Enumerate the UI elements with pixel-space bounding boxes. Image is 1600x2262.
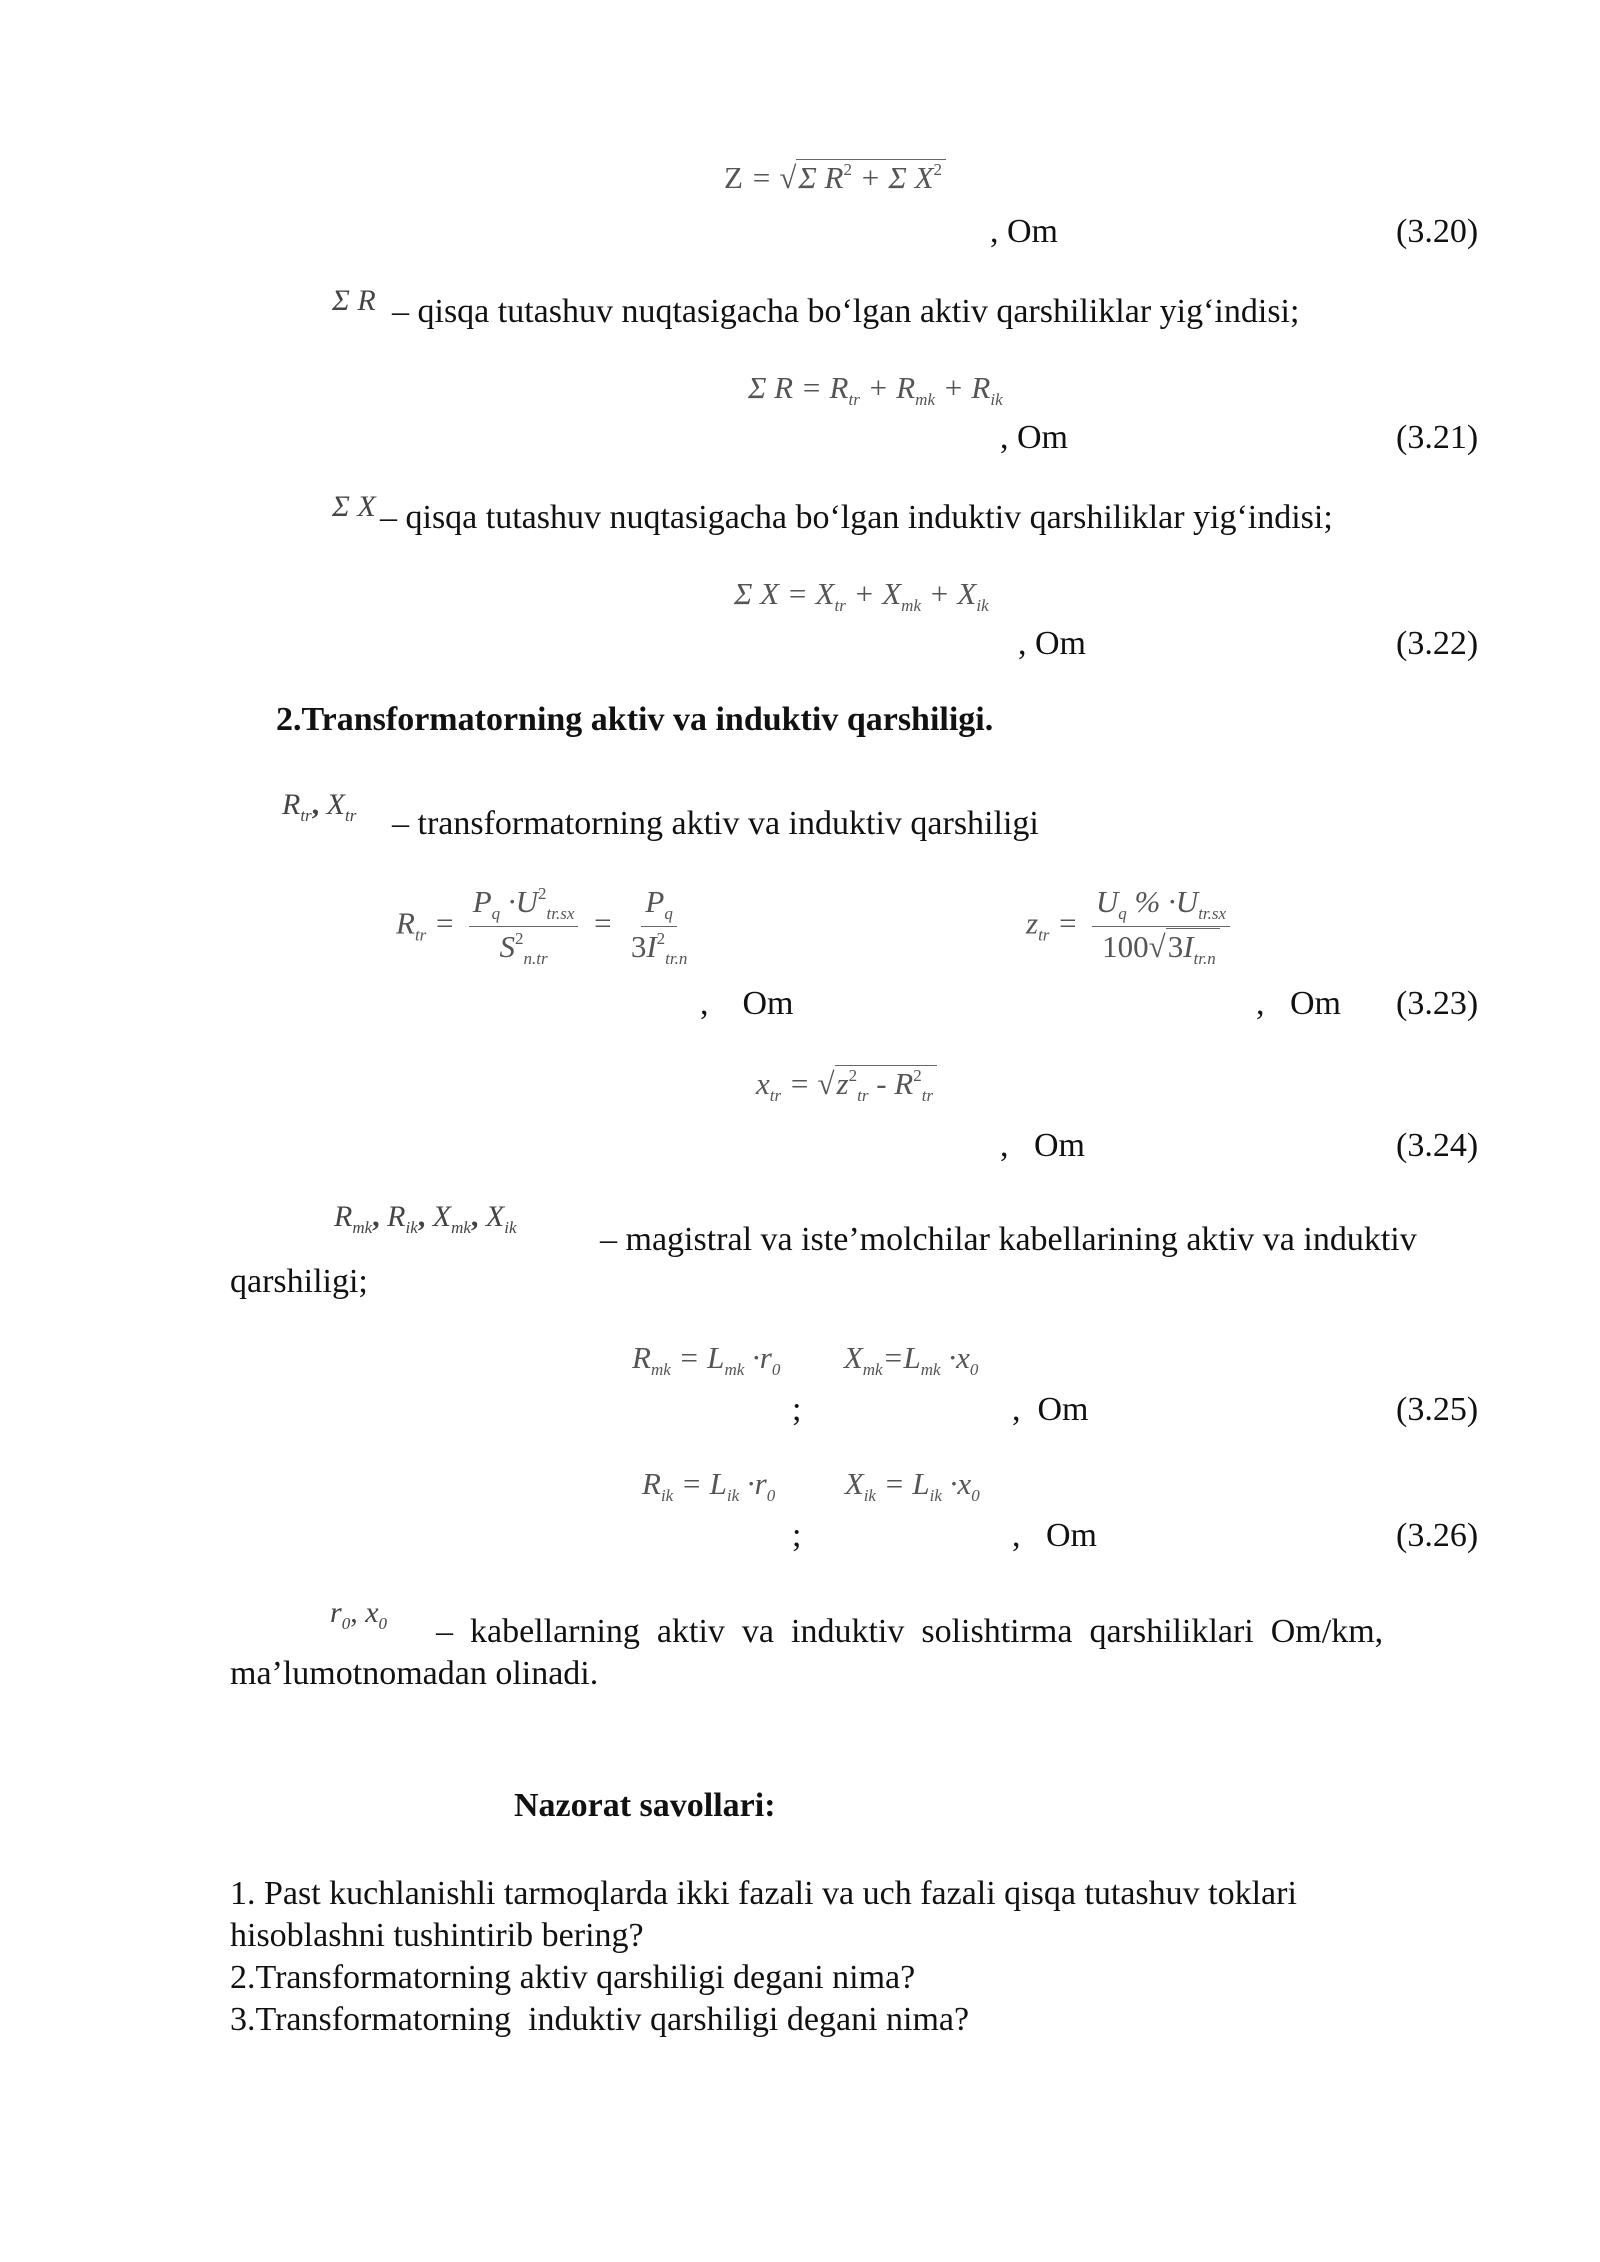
cable-symbols: $R_{mk}$, $R_{ik}$, $X_{mk}$, $X_{ik}$ (334, 1200, 517, 1237)
eq-3-21-number: (3.21) (1396, 419, 1479, 456)
section-heading: 2.Transformatorning aktiv va induktiv qarshiligi. (276, 701, 994, 738)
eq-3-25-unit: , Om (1012, 1391, 1089, 1428)
formula-3-20: Z = √Σ $R^2 + \Sigma$ $X^2$ (724, 160, 946, 196)
eq-3-26-sep: ; (792, 1517, 802, 1554)
question-1-line-1: 1. Past kuchlanishli tarmoqlarda ikki fazali va uch fazali qisqa tutashuv toklari (230, 1875, 1297, 1912)
rtr-xtr-symbols: $R_{tr}$, $X_{tr}$ (282, 788, 357, 825)
def-r0-text: – kabellarning aktiv va induktiv solishtirma qarshiliklari Om/km, (436, 1613, 1384, 1650)
sum-x-symbol: Σ X (332, 490, 376, 523)
formula-3-24: $x_{tr} = √z^2_{tr} - R^2_{tr}$ (756, 1066, 937, 1106)
eq-3-23-unit-right: , Om (1256, 985, 1341, 1022)
eq-3-26-unit: , Om (1012, 1517, 1097, 1554)
eq-3-23-number: (3.23) (1396, 985, 1479, 1022)
def-rtr-text: – transformatorning aktiv va induktiv qarshiligi (392, 805, 1039, 842)
eq-3-23-unit-left: , Om (700, 985, 794, 1022)
sum-r-symbol: Σ R (332, 284, 376, 317)
eq-3-22-unit: , Om (1018, 625, 1086, 662)
questions-heading: Nazorat savollari: (514, 1787, 776, 1824)
formula-ztr: $z_{tr}$ = $\frac{U_q \% \cdot U_{tr.sx}}{100√3I_{tr.n}}$ (1026, 884, 1236, 969)
formula-3-26: $R_{ik} = L_{ik} \cdot r_0$ $X_{ik} = L_{ik} \cdot x_0$ (642, 1466, 980, 1505)
eq-3-26-number: (3.26) (1396, 1517, 1479, 1554)
eq-3-25-sep: ; (792, 1391, 802, 1428)
def-cables-text2: qarshiligi; (230, 1263, 368, 1300)
question-3: 3.Transformatorning induktiv qarshiligi degani nima? (230, 2001, 970, 2038)
eq-3-21-unit: , Om (1000, 419, 1068, 456)
question-2: 2.Transformatorning aktiv qarshiligi degani nima? (230, 1959, 916, 1996)
formula-3-22: Σ $X = X_{tr} + X_{mk} + X_{ik}$ (734, 576, 989, 615)
eq-3-20-number: (3.20) (1396, 213, 1479, 250)
def-sum-r-text: – qisqa tutashuv nuqtasigacha bo‘lgan aktiv qarshiliklar yig‘indisi; (392, 293, 1300, 330)
formula-rtr: $R_{tr}$ = $\frac{P_q \cdot U^2_{tr.sx}}{S^2_{n.tr}}$ = $\frac{P_q}{3I^2_{tr.n}}$ (396, 884, 688, 968)
eq-3-24-unit: , Om (1000, 1127, 1085, 1164)
def-cables-text: – magistral va iste’molchilar kabellarining aktiv va induktiv (600, 1221, 1417, 1258)
eq-3-20-unit: , Om (990, 213, 1058, 250)
def-sum-x-text: – qisqa tutashuv nuqtasigacha bo‘lgan induktiv qarshiliklar yig‘indisi; (380, 499, 1333, 536)
eq-3-24-number: (3.24) (1396, 1127, 1479, 1164)
question-1-line-2: hisoblashni tushintirib bering? (230, 1917, 644, 1954)
def-r0-text2: ma’lumotnomadan olinadi. (230, 1655, 599, 1692)
formula-3-21: Σ $R = R_{tr} + R_{mk} + R_{ik}$ (748, 370, 1003, 409)
formula-3-25: $R_{mk} = L_{mk} \cdot r_0$ $X_{mk}=L_{mk} \cdot x_0$ (632, 1340, 979, 1379)
eq-3-25-number: (3.25) (1396, 1391, 1479, 1428)
r0-x0-symbols: $r_0$, $x_0$ (330, 1596, 388, 1633)
eq-3-22-number: (3.22) (1396, 625, 1479, 662)
